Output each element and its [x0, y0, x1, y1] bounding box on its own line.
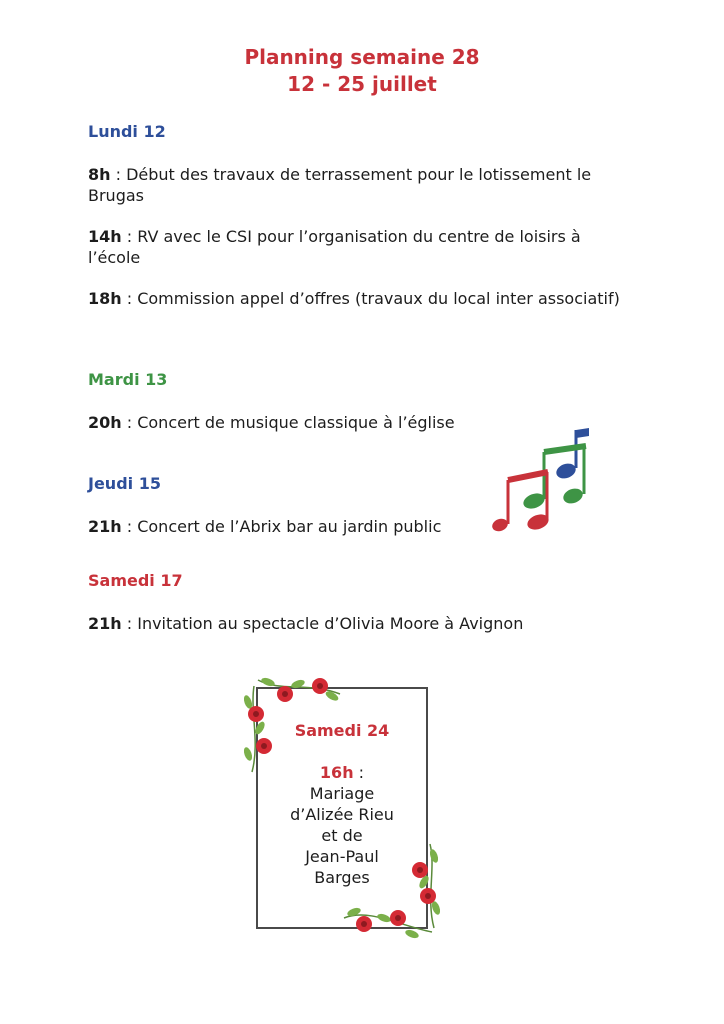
event-item	[88, 613, 628, 634]
box-event-time-suffix: :	[353, 763, 365, 782]
box-line: Mariage	[309, 784, 375, 803]
event-item	[88, 288, 628, 309]
event-text: : RV avec le CSI pour l’organisation du centre de loisirs à l’école	[88, 227, 581, 267]
event-text: : Invitation au spectacle d’Olivia Moore à Avignon	[121, 614, 524, 633]
event-item	[88, 226, 628, 268]
box-line: d’Alizée Rieu	[290, 805, 394, 824]
event-time: 14h	[88, 227, 122, 246]
title-line-2: 12 - 25 juillet	[287, 72, 437, 96]
music-notes-icon	[496, 424, 596, 534]
event-time: 21h	[88, 517, 122, 536]
event-text: : Concert de musique classique à l’église	[121, 413, 455, 432]
box-day-heading: Samedi 24	[294, 721, 390, 740]
title-line-1: Planning semaine 28	[244, 45, 480, 69]
event-time: 8h	[88, 165, 111, 184]
event-time: 20h	[88, 413, 122, 432]
day-heading-jeudi: Jeudi 15	[88, 474, 161, 493]
box-time-line	[256, 762, 428, 783]
day-heading-mardi: Mardi 13	[88, 370, 168, 389]
day-heading-lundi: Lundi 12	[88, 122, 166, 141]
box-event-text	[256, 762, 428, 888]
event-time: 21h	[88, 614, 122, 633]
event-item	[88, 164, 628, 206]
box-line: Jean-Paul	[305, 847, 379, 866]
box-line: et de	[321, 826, 363, 845]
event-text: : Concert de l’Abrix bar au jardin public	[121, 517, 442, 536]
box-line: Barges	[314, 868, 370, 887]
box-event-time: 16h	[319, 763, 354, 782]
event-text: : Commission appel d’offres (travaux du local inter associatif)	[121, 289, 620, 308]
event-time: 18h	[88, 289, 122, 308]
event-text: : Début des travaux de terrassement pour le lotissement le Brugas	[88, 165, 592, 205]
day-heading-samedi-17: Samedi 17	[88, 571, 183, 590]
